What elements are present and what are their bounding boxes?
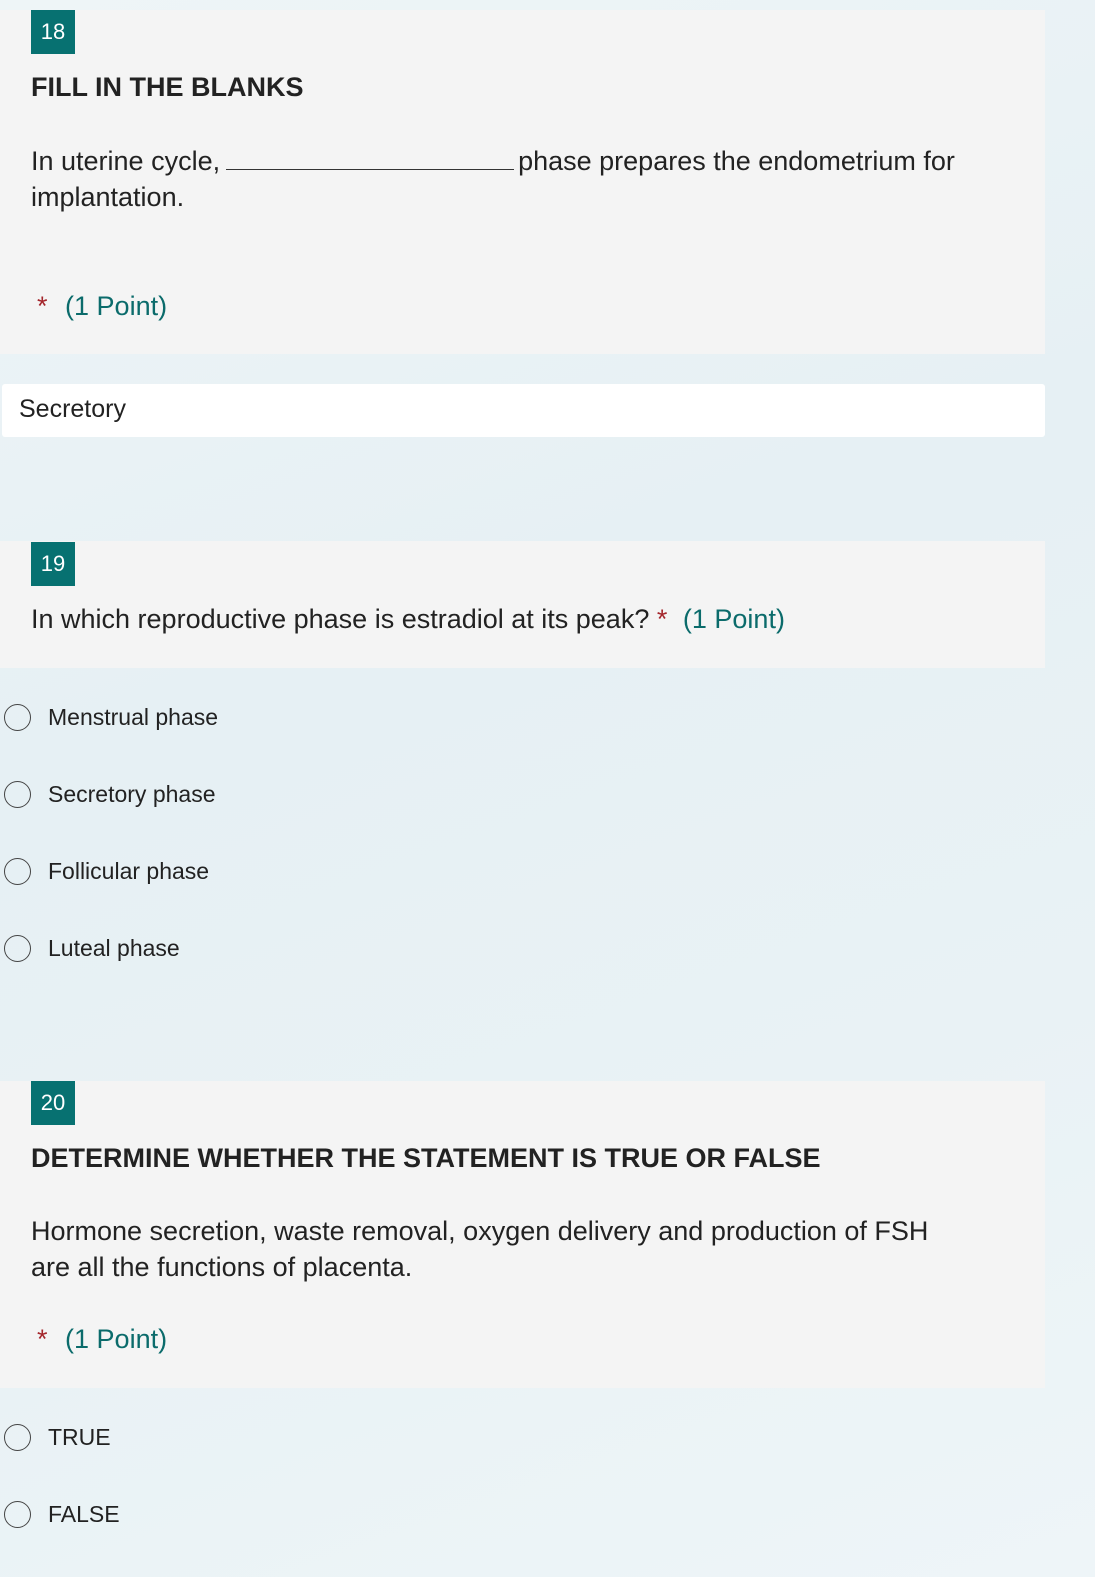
question-number-badge: 20 (31, 1081, 75, 1125)
radio-button[interactable] (4, 1424, 31, 1451)
question-text (31, 143, 955, 179)
option-label: Luteal phase (48, 934, 180, 961)
option-label: TRUE (48, 1423, 111, 1450)
question-number-badge: 18 (31, 10, 75, 54)
radio-option-false[interactable] (4, 1498, 120, 1530)
required-star: * (37, 291, 48, 321)
option-label: Menstrual phase (48, 703, 219, 730)
fill-blank-line (226, 147, 514, 170)
question-text (31, 601, 785, 637)
question-points-row (37, 1321, 167, 1357)
question-heading: DETERMINE WHETHER THE STATEMENT IS TRUE OR FALSE (31, 1143, 821, 1173)
required-star: * (656, 604, 668, 634)
question-text-line-2: are all the functions of placenta. (31, 1252, 413, 1282)
points-label: (1 Point) (65, 1324, 168, 1354)
radio-button[interactable] (4, 935, 31, 962)
radio-option-secretory[interactable] (4, 778, 215, 810)
option-label: FALSE (48, 1500, 120, 1527)
radio-button[interactable] (4, 781, 31, 808)
radio-button[interactable] (4, 858, 31, 885)
radio-option-true[interactable] (4, 1421, 111, 1453)
question-number-badge: 19 (31, 542, 75, 586)
required-star: * (37, 1324, 48, 1354)
radio-option-menstrual[interactable] (4, 701, 218, 733)
question-label: In which reproductive phase is estradiol at its peak? (31, 604, 650, 634)
question-text-part-1: In uterine cycle, (31, 146, 221, 176)
option-label: Secretory phase (48, 780, 216, 807)
radio-option-luteal[interactable] (4, 932, 180, 964)
points-label: (1 Point) (65, 291, 168, 321)
radio-button[interactable] (4, 1501, 31, 1528)
answer-input[interactable]: Secretory (2, 384, 1045, 437)
option-label: Follicular phase (48, 857, 210, 884)
radio-button[interactable] (4, 704, 31, 731)
radio-option-follicular[interactable] (4, 855, 209, 887)
question-points-row (37, 288, 167, 324)
question-text: Hormone secretion, waste removal, oxygen delivery and production of FSH (31, 1216, 929, 1246)
question-heading: FILL IN THE BLANKS (31, 72, 304, 102)
question-text-part-2: phase prepares the endometrium for (518, 146, 955, 176)
question-text-line-2: implantation. (31, 182, 185, 212)
points-label: (1 Point) (682, 604, 785, 634)
